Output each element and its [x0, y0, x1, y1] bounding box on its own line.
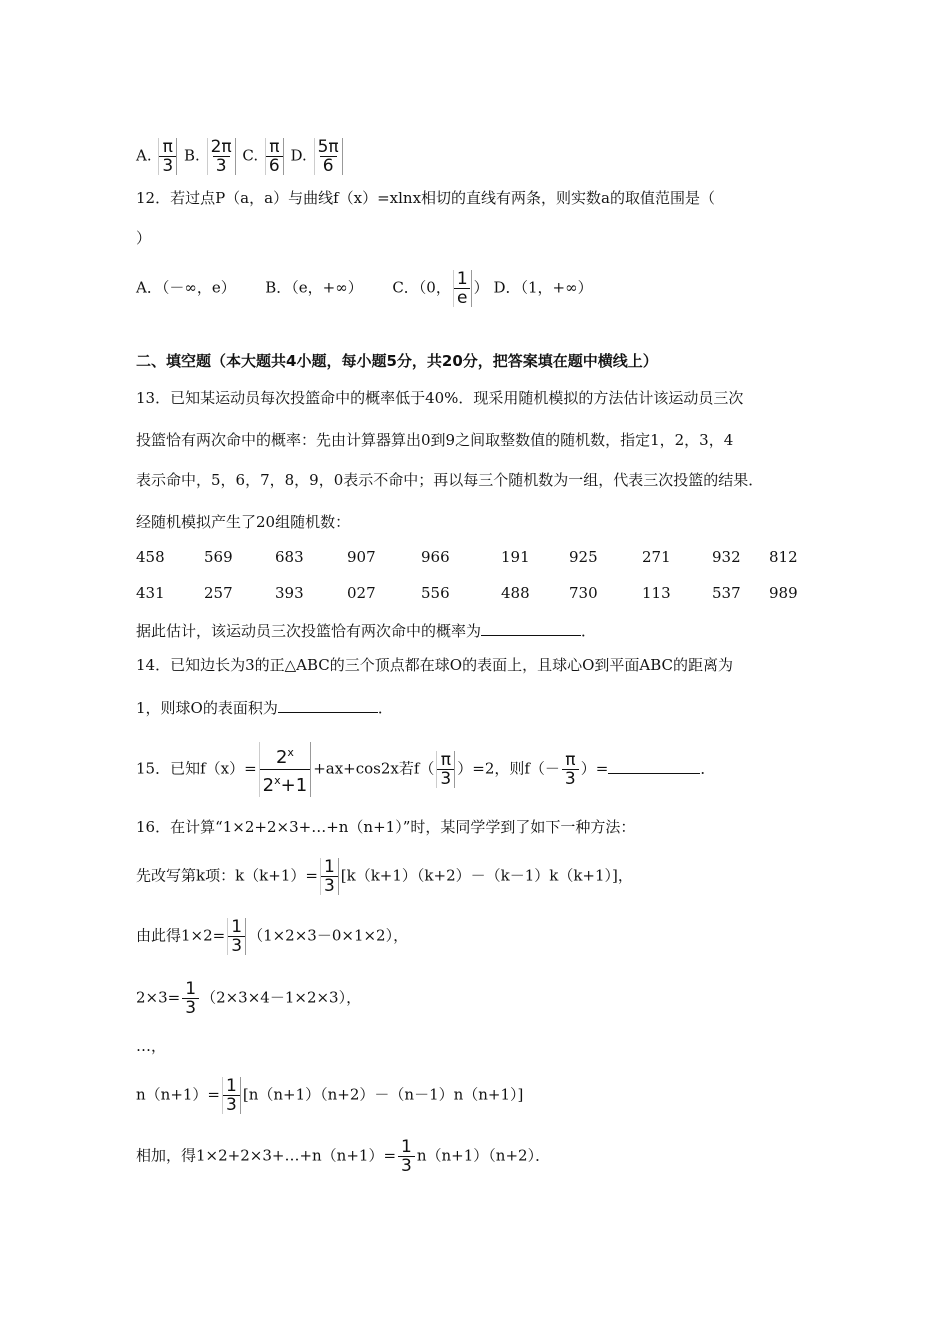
- q15-main-numerator: [273, 742, 297, 769]
- q16-line-6: [136, 1077, 523, 1114]
- table-cell: 271: [642, 548, 671, 566]
- table-cell: 191: [501, 548, 530, 566]
- table-cell: 683: [275, 548, 304, 566]
- q13-random-numbers-table: [136, 539, 809, 611]
- q14-answer-blank[interactable]: [278, 696, 378, 713]
- q16-line-2-prefix: 先改写第k项：k（k+1）=: [136, 866, 318, 885]
- q13-line-5-text: 据此估计，该运动员三次投篮恰有两次命中的概率为: [136, 622, 482, 640]
- q13-line-2: 投篮恰有两次命中的概率：先由计算器算出0到9之间取整数值的随机数，指定1，2，3，4: [136, 431, 734, 449]
- q15-den-tail: +1: [280, 775, 308, 796]
- q11-option-d-label: D.: [290, 146, 307, 165]
- q15-main-fraction: [259, 742, 312, 797]
- q16-line-2-suffix: [k（k+1）（k+2）－（k－1）k（k+1）]，: [340, 866, 633, 885]
- table-cell: 569: [204, 548, 233, 566]
- table-cell: 431: [136, 584, 165, 602]
- section-2-title: 二、填空题（本大题共4小题，每小题5分，共20分，把答案填在题中横线上）: [136, 352, 658, 370]
- q13-line-5: [136, 619, 596, 641]
- q13-line-1: 13．已知某运动员每次投篮命中的概率低于40%．现采用随机模拟的方法估计该运动员三次: [136, 389, 744, 407]
- table-row: [136, 539, 809, 575]
- table-cell: 730: [569, 584, 598, 602]
- table-cell: 257: [204, 584, 233, 602]
- q16-line-7-fraction: $\frac{1}{3}$: [398, 1138, 415, 1175]
- q11-option-a-fraction: $\frac{\pi}{3}$: [158, 138, 177, 175]
- q15-den-base: 2: [262, 775, 275, 796]
- table-cell: 393: [275, 584, 304, 602]
- q16-line-2: [136, 858, 633, 895]
- table-cell: 488: [501, 584, 530, 602]
- q15-num-exponent: x: [287, 746, 294, 759]
- q15-fraction-1: $\frac{\pi}{3}$: [436, 751, 455, 788]
- q15-main-denominator: [260, 769, 311, 797]
- q13-line-5-period: ．: [581, 622, 597, 640]
- q11-option-c-fraction: $\frac{\pi}{6}$: [265, 138, 284, 175]
- q16-line-3-fraction: $\frac{1}{3}$: [227, 918, 246, 955]
- q16-line-6-prefix: n（n+1）=: [136, 1085, 221, 1104]
- q11-option-d-fraction: $\frac{5\pi}{6}$: [314, 138, 343, 175]
- table-cell: 027: [347, 584, 376, 602]
- q12-option-d: D．（1，+∞）: [493, 278, 593, 297]
- q15-period: ．: [700, 759, 716, 778]
- q12-option-c-prefix: C．（0，: [392, 278, 451, 297]
- q12-options: [136, 270, 593, 307]
- q14-line-2: [136, 696, 393, 718]
- q16-line-4: [136, 980, 361, 1017]
- q12-option-b: B．（e，+∞）: [265, 278, 363, 297]
- q16-line-4-prefix: 2×3=: [136, 988, 181, 1007]
- table-cell: 966: [421, 548, 450, 566]
- table-cell: 989: [769, 584, 798, 602]
- q16-line-2-fraction: $\frac{1}{3}$: [320, 858, 339, 895]
- q16-line-4-suffix: （2×3×4－1×2×3），: [201, 988, 362, 1007]
- q11-option-b-label: B.: [184, 146, 200, 165]
- q12-stem-close: ）: [136, 229, 152, 247]
- q15-den-exponent: x: [274, 774, 281, 787]
- q14-line-2-text: 1，则球O的表面积为: [136, 699, 278, 717]
- q16-line-7-suffix: n（n+1）（n+2）．: [416, 1146, 551, 1165]
- q15-middle-text-3: ）=: [580, 759, 609, 778]
- table-cell: 925: [569, 548, 598, 566]
- table-cell: 907: [347, 548, 376, 566]
- q13-line-4: 经随机模拟产生了20组随机数：: [136, 513, 351, 531]
- table-row: [136, 575, 809, 611]
- q14-line-2-period: ．: [377, 699, 393, 717]
- q13-line-3: 表示命中，5，6，7，8，9，0表示不命中；再以每三个随机数为一组，代表三次投篮的结果．: [136, 471, 764, 489]
- table-cell: 556: [421, 584, 450, 602]
- q15-num-base: 2: [275, 747, 288, 768]
- q15-line: [136, 742, 715, 797]
- table-cell: 113: [642, 584, 671, 602]
- table-cell: 812: [769, 548, 798, 566]
- q16-line-6-fraction: $\frac{1}{3}$: [222, 1077, 241, 1114]
- q11-option-a-label: A.: [136, 146, 152, 165]
- table-cell: 537: [712, 584, 741, 602]
- q16-line-7: [136, 1138, 550, 1175]
- q16-line-3-prefix: 由此得1×2=: [136, 926, 226, 945]
- q16-line-7-prefix: 相加，得1×2+2×3+…+n（n+1）=: [136, 1146, 397, 1165]
- q13-answer-blank[interactable]: [481, 619, 581, 636]
- q16-line-3: [136, 918, 408, 955]
- q11-option-b-fraction: $\frac{2\pi}{3}$: [207, 138, 236, 175]
- q12-option-c-suffix: ）: [473, 278, 489, 297]
- q15-middle-text: +ax+cos2x若f（: [313, 759, 435, 778]
- q14-line-1: 14．已知边长为3的正△ABC的三个顶点都在球O的表面上，且球心O到平面ABC的距离为: [136, 656, 733, 674]
- q16-line-1: 16．在计算“1×2+2×3+…+n（n+1）”时，某同学学到了如下一种方法：: [136, 818, 636, 836]
- q15-prefix: 15．已知f（x）=: [136, 759, 257, 778]
- q12-option-c-fraction: $\frac{1}{e}$: [453, 270, 472, 307]
- q15-middle-text-2: ）=2，则f（－: [457, 759, 560, 778]
- q11-options: [136, 138, 345, 175]
- q16-ellipsis: …，: [136, 1037, 167, 1055]
- q12-option-a: A．（－∞，e）: [136, 278, 236, 297]
- q12-stem: 12．若过点P（a，a）与曲线f（x）=xlnx相切的直线有两条，则实数a的取值范围是（: [136, 189, 715, 207]
- q16-line-6-suffix: [n（n+1）（n+2）－（n－1）n（n+1）]: [242, 1085, 524, 1104]
- q15-answer-blank[interactable]: [608, 757, 700, 774]
- q16-line-4-fraction: $\frac{1}{3}$: [182, 980, 199, 1017]
- q11-option-c-label: C.: [242, 146, 259, 165]
- q15-fraction-2: $\frac{\pi}{3}$: [562, 751, 579, 788]
- table-cell: 932: [712, 548, 741, 566]
- q16-line-3-suffix: （1×2×3－0×1×2），: [248, 926, 409, 945]
- table-cell: 458: [136, 548, 165, 566]
